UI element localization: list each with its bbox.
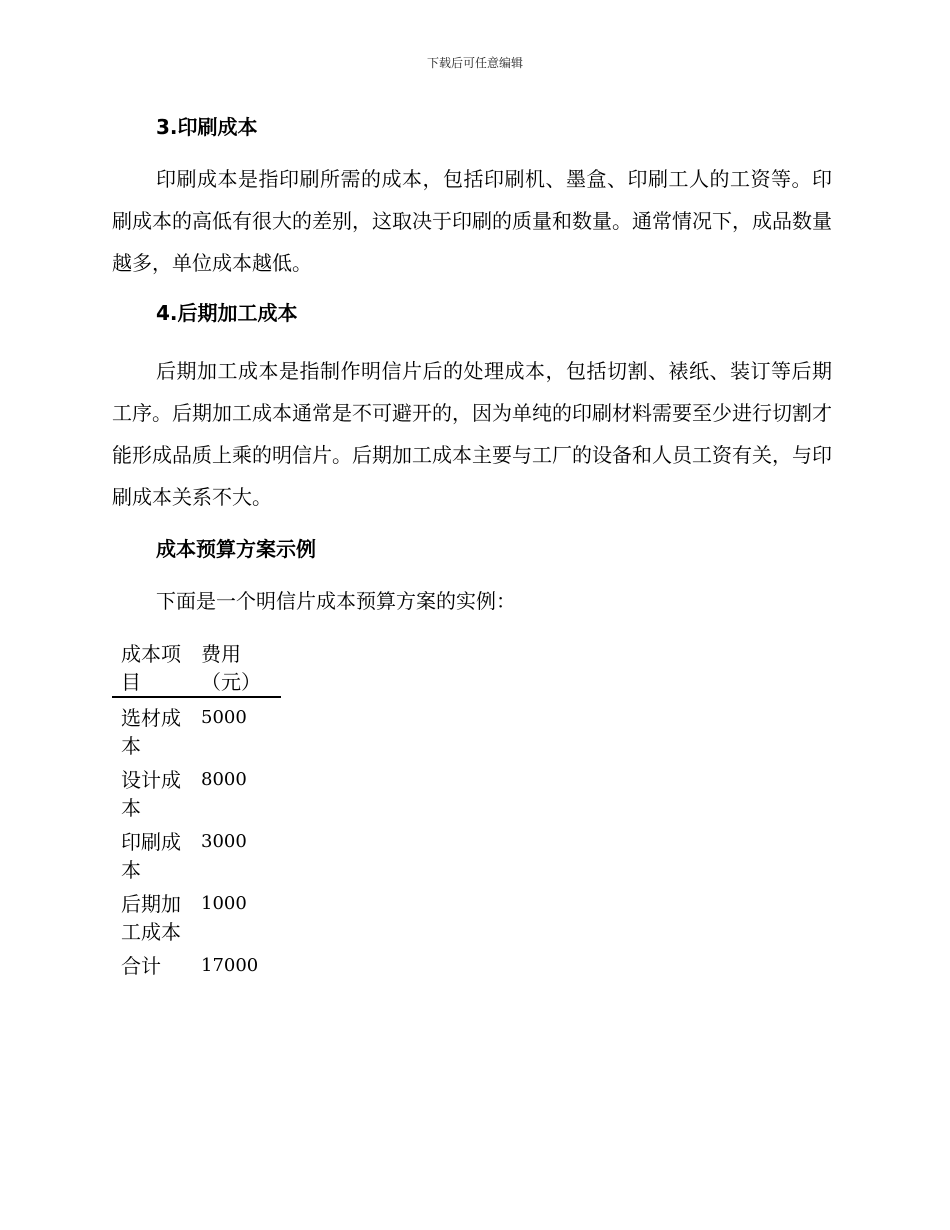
section-title-post-processing-cost: 4.后期加工成本 (156, 301, 298, 325)
table-row (112, 884, 281, 946)
table-cell-item: 设计成本 (121, 768, 181, 820)
document-body (112, 108, 832, 1008)
table-cell-item: 合计 (121, 954, 161, 978)
table-cell-item: 选材成本 (121, 706, 181, 758)
page-header: 下载后可任意编辑 (426, 56, 523, 70)
table-cell-item: 后期加工成本 (121, 892, 181, 944)
column-header-cost: 费用（元） (201, 642, 261, 694)
table-row (112, 697, 281, 760)
table-cell-cost: 1000 (201, 893, 247, 914)
table-cell-cost: 3000 (201, 831, 247, 852)
table-row-total (112, 946, 281, 1008)
table-row (112, 760, 281, 822)
table-cell-cost: 5000 (201, 707, 247, 728)
budget-table (112, 640, 281, 1008)
section-body-budget-example: 下面是一个明信片成本预算方案的实例： (156, 589, 516, 613)
table-cell-cost: 8000 (201, 769, 247, 790)
table-cell-cost: 17000 (201, 955, 259, 976)
column-header-item: 成本项目 (121, 642, 181, 694)
section-body-printing-cost: 印刷成本是指印刷所需的成本，包括印刷机、墨盒、印刷工人的工资等。印刷成本的高低有很大的差别，这取决于印刷的质量和数量。通常情况下，成品数量越多，单位成本越低。 (112, 167, 832, 275)
section-title-budget-example: 成本预算方案示例 (156, 537, 316, 561)
section-title-printing-cost: 3.印刷成本 (156, 115, 258, 139)
table-row (112, 822, 281, 884)
table-cell-item: 印刷成本 (121, 830, 181, 882)
section-body-post-processing-cost: 后期加工成本是指制作明信片后的处理成本，包括切割、裱纸、装订等后期工序。后期加工成本通常是不可避开的，因为单纯的印刷材料需要至少进行切割才能形成品质上乘的明信片。后期加工成本主要与工厂的设备和人员工资有关，与印刷成本关系不大。 (112, 359, 832, 509)
table-header-row (112, 640, 281, 697)
